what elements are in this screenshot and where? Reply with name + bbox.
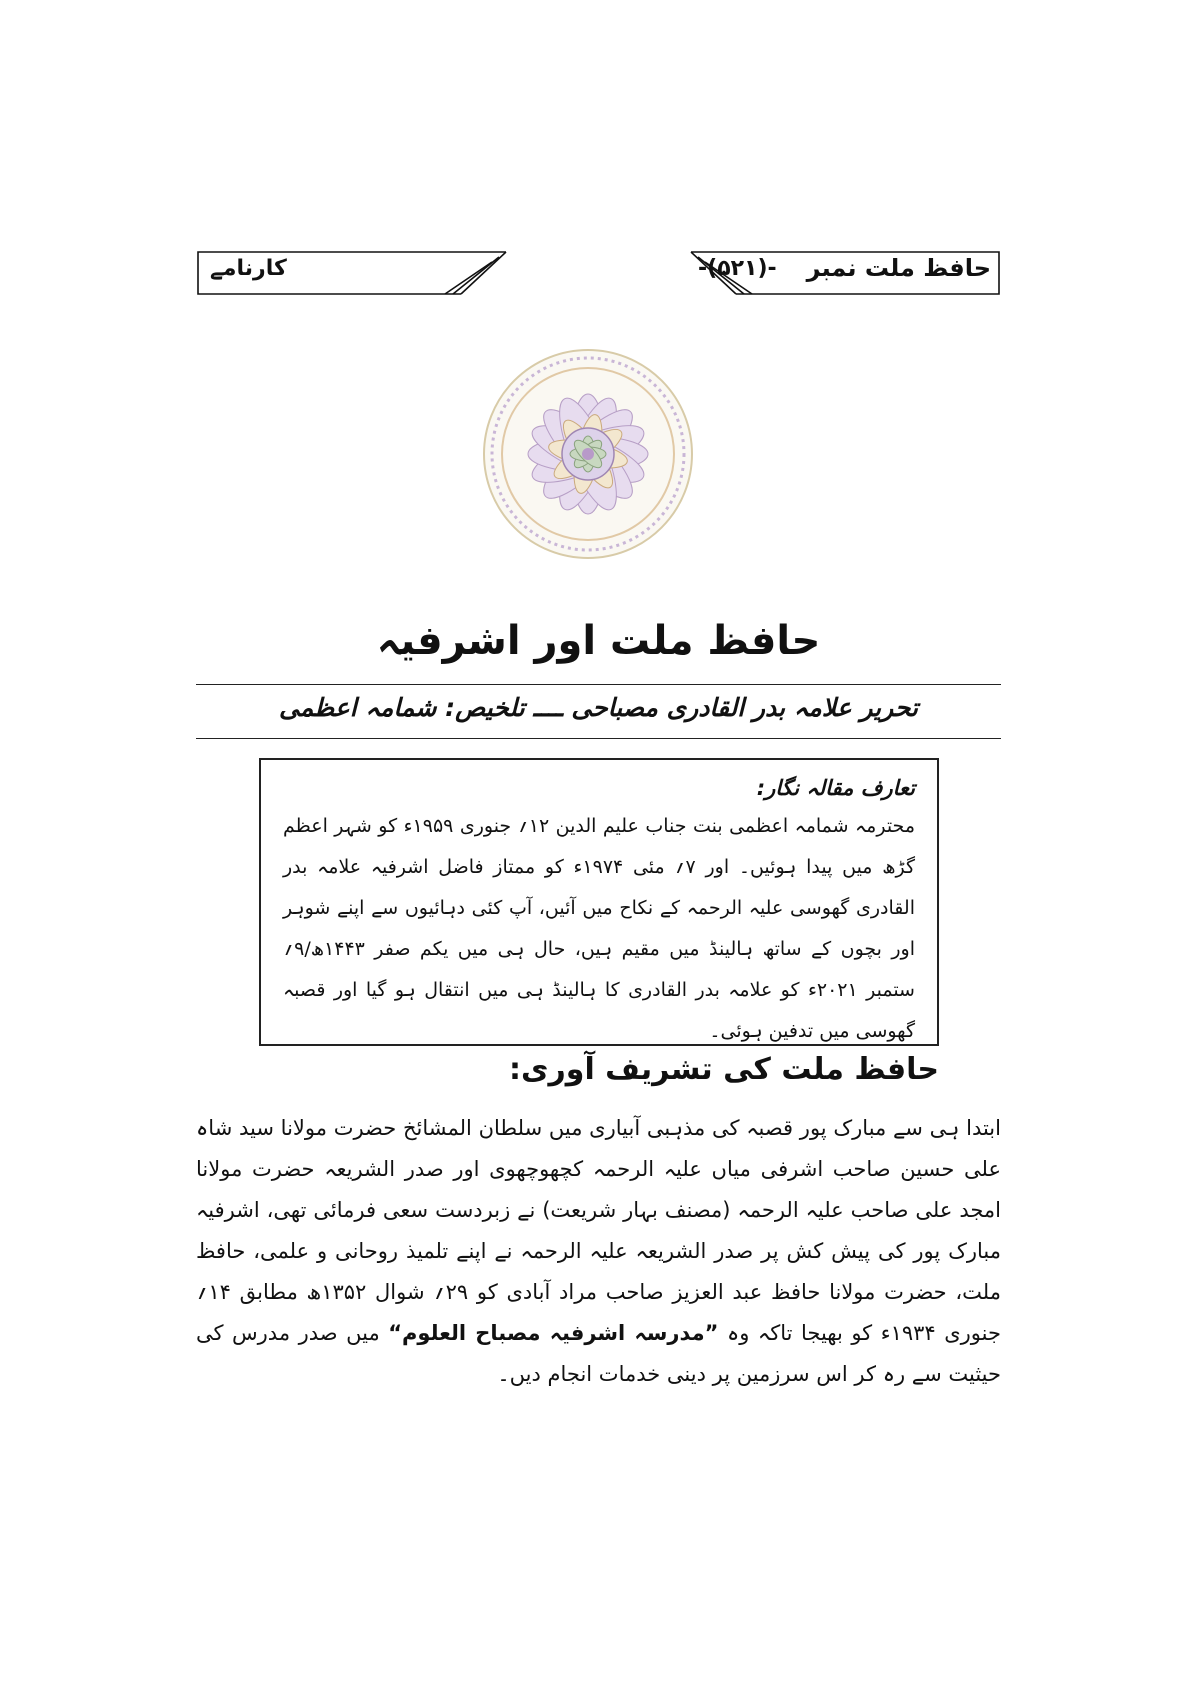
byline-divider xyxy=(196,738,1001,739)
author-intro-box xyxy=(259,758,939,1046)
section-label: کارنامے xyxy=(210,256,287,281)
article-title: حافظ ملت اور اشرفیہ xyxy=(376,618,821,664)
section-paragraph xyxy=(196,1108,1001,1395)
paragraph-text-end: میں صدر مدرس کی حیثیت سے رہ کر اس سرزمین پر دینی خدمات انجام دیں۔ xyxy=(196,1321,1001,1386)
paragraph-text: ابتدا ہی سے مبارک پور قصبہ کی مذہبی آبیاری میں سلطان المشائخ حضرت مولانا سید شاہ علی حسین صاحب اشرفی میاں علیہ الرحمہ کچھوچھوی اور صدر الشریعہ حضرت مولانا امجد علی صاحب علیہ الرحمہ (مصنف بہار شریعت) نے زبردست سعی فرمائی تھی، اشرفیہ مبارک پور کی پیش کش پر صدر الشریعہ علیہ الرحمہ نے اپنے تلمیذ روحانی و علمی، حافظ ملت، حضرت مولانا حافظ عبد العزیز صاحب مراد آبادی کو ۲۹؍ شوال ۱۳۵۲ھ مطابق ۱۴؍ جنوری ۱۹۳۴ء کو بھیجا تاکہ وہ xyxy=(196,1116,1001,1345)
section-heading: حافظ ملت کی تشریف آوری: xyxy=(509,1052,939,1087)
magazine-title: حافظ ملت نمبر xyxy=(806,254,991,282)
article-byline: تحریر علامہ بدر القادری مصباحی ــــ تلخیص: شمامہ اعظمی xyxy=(279,693,918,722)
author-intro-heading: تعارف مقالہ نگار: xyxy=(756,776,915,800)
title-divider xyxy=(196,684,1001,685)
author-intro-text: محترمہ شمامہ اعظمی بنت جناب علیم الدین ۱۲؍ جنوری ۱۹۵۹ء کو شہر اعظم گڑھ میں پیدا ہوئیں۔ اور ۷؍ مئی ۱۹۷۴ء کو ممتاز فاضل اشرفیہ علامہ بدر القادری گھوسی علیہ الرحمہ کے نکاح میں آئیں، آپ کئی دہائیوں سے اپنے شوہر اور بچوں کے ساتھ ہالینڈ میں مقیم ہیں، حال ہی میں یکم صفر ۱۴۴۳ھ/۹؍ ستمبر ۲۰۲۱ء کو علامہ بدر القادری کا ہالینڈ ہی میں انتقال ہو گیا اور قصبہ گھوسی میں تدفین ہوئی۔ xyxy=(283,815,915,1042)
page-header xyxy=(196,248,1001,296)
madrasa-name: ”مدرسہ اشرفیہ مصباح العلوم“ xyxy=(388,1321,719,1345)
mandala-ornament-icon xyxy=(474,320,702,588)
page-number: -(۵۲۱)- xyxy=(698,256,777,281)
